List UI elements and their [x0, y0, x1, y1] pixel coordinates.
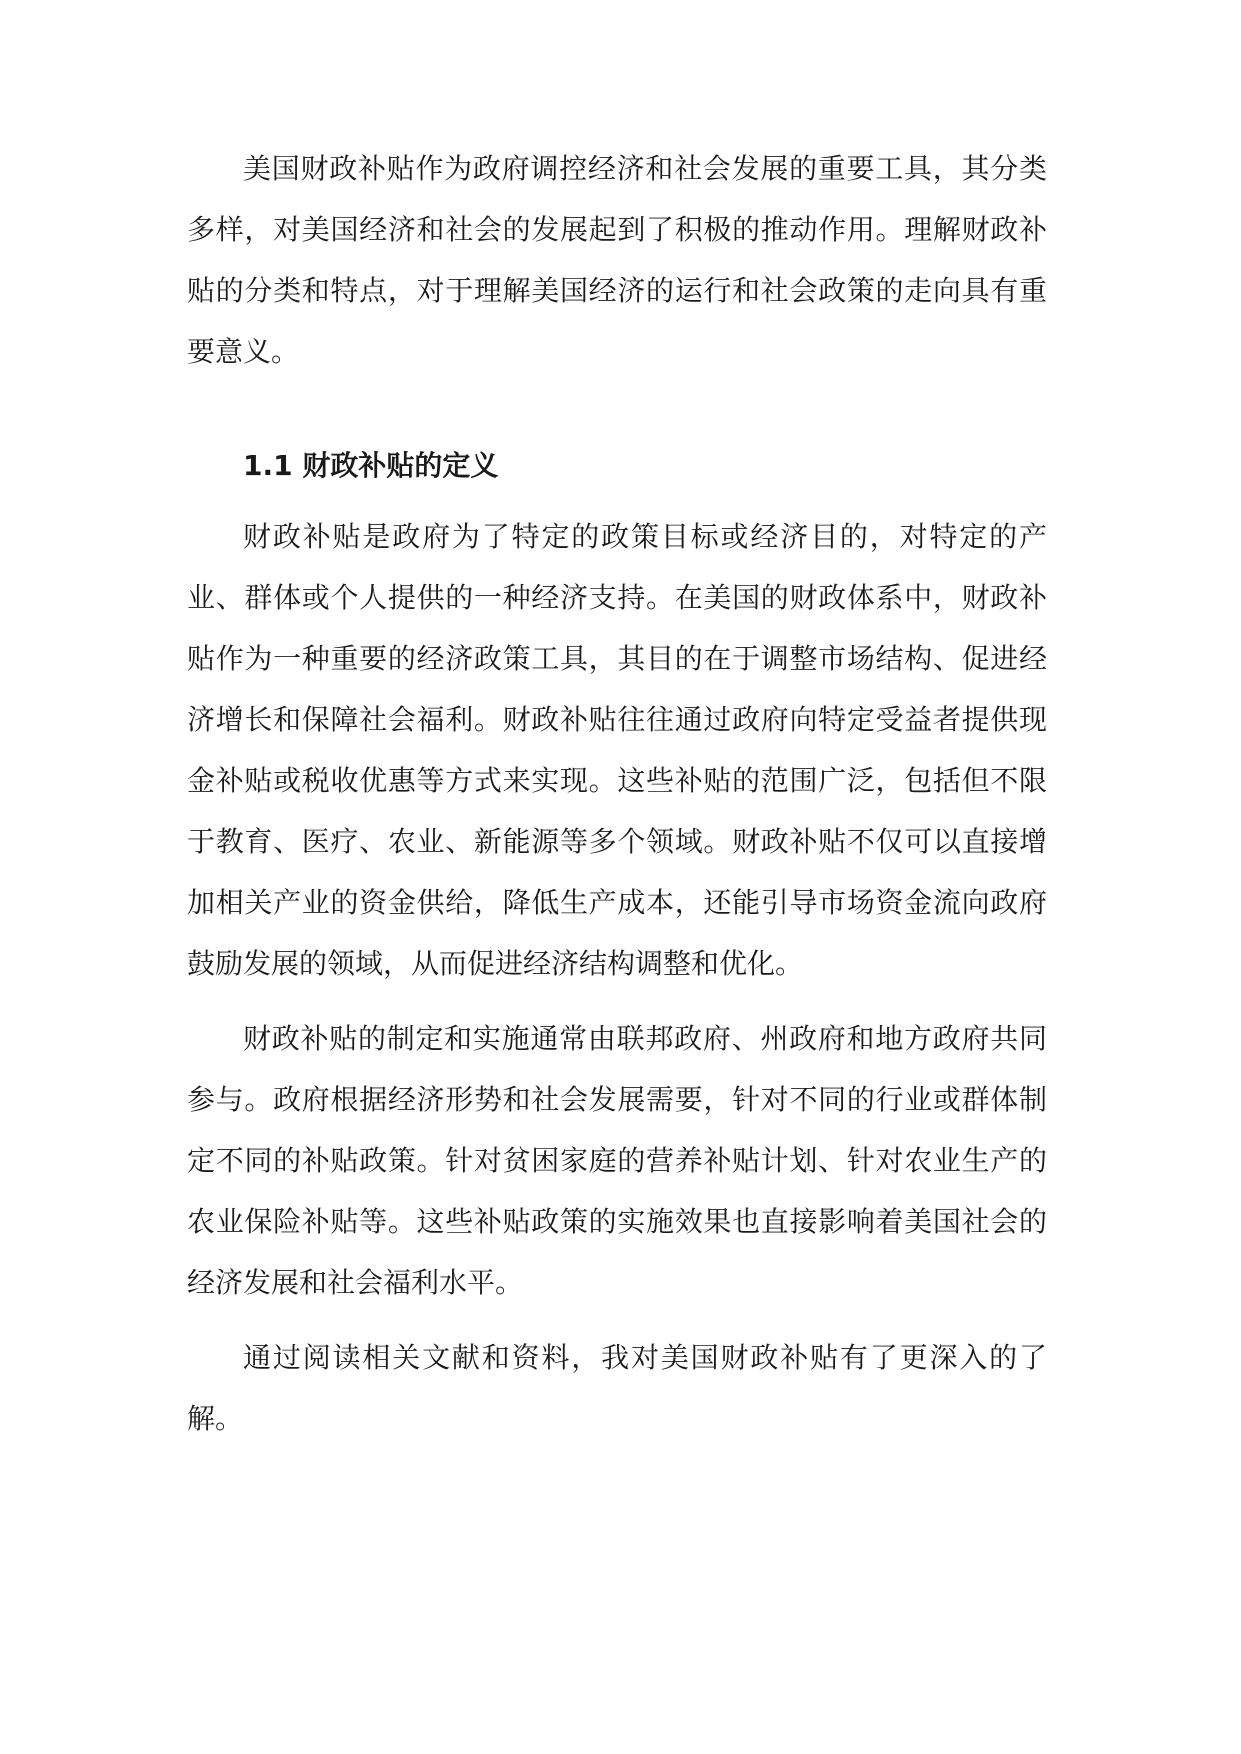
spacer	[187, 994, 1047, 1008]
section-paragraph-1: 财政补贴是政府为了特定的政策目标或经济目的，对特定的产业、群体或个人提供的一种经济支持。在美国的财政体系中，财政补贴作为一种重要的经济政策工具，其目的在于调整市场结构、促进经济增长和保障社会福利。财政补贴往往通过政府向特定受益者提供现金补贴或税收优惠等方式来实现。这些补贴的范围广泛，包括但不限于教育、医疗、农业、新能源等多个领域。财政补贴不仅可以直接增加相关产业的资金供给，降低生产成本，还能引导市场资金流向政府鼓励发展的领域，从而促进经济结构调整和优化。	[187, 520, 1047, 980]
section-heading: 1.1 财政补贴的定义	[243, 449, 499, 482]
spacer	[187, 1313, 1047, 1327]
spacer	[187, 496, 1047, 506]
intro-paragraph: 美国财政补贴作为政府调控经济和社会发展的重要工具，其分类多样，对美国经济和社会的发展起到了积极的推动作用。理解财政补贴的分类和特点，对于理解美国经济的运行和社会政策的走向具有重要意义。	[187, 152, 1047, 368]
section-paragraph-2: 财政补贴的制定和实施通常由联邦政府、州政府和地方政府共同参与。政府根据经济形势和社会发展需要，针对不同的行业或群体制定不同的补贴政策。针对贫困家庭的营养补贴计划、针对农业生产的农业保险补贴等。这些补贴政策的实施效果也直接影响着美国社会的经济发展和社会福利水平。	[187, 1022, 1047, 1299]
section-paragraph-3: 通过阅读相关文献和资料，我对美国财政补贴有了更深入的了解。	[187, 1341, 1047, 1435]
spacer	[187, 382, 1047, 435]
document-page	[187, 138, 1047, 1449]
